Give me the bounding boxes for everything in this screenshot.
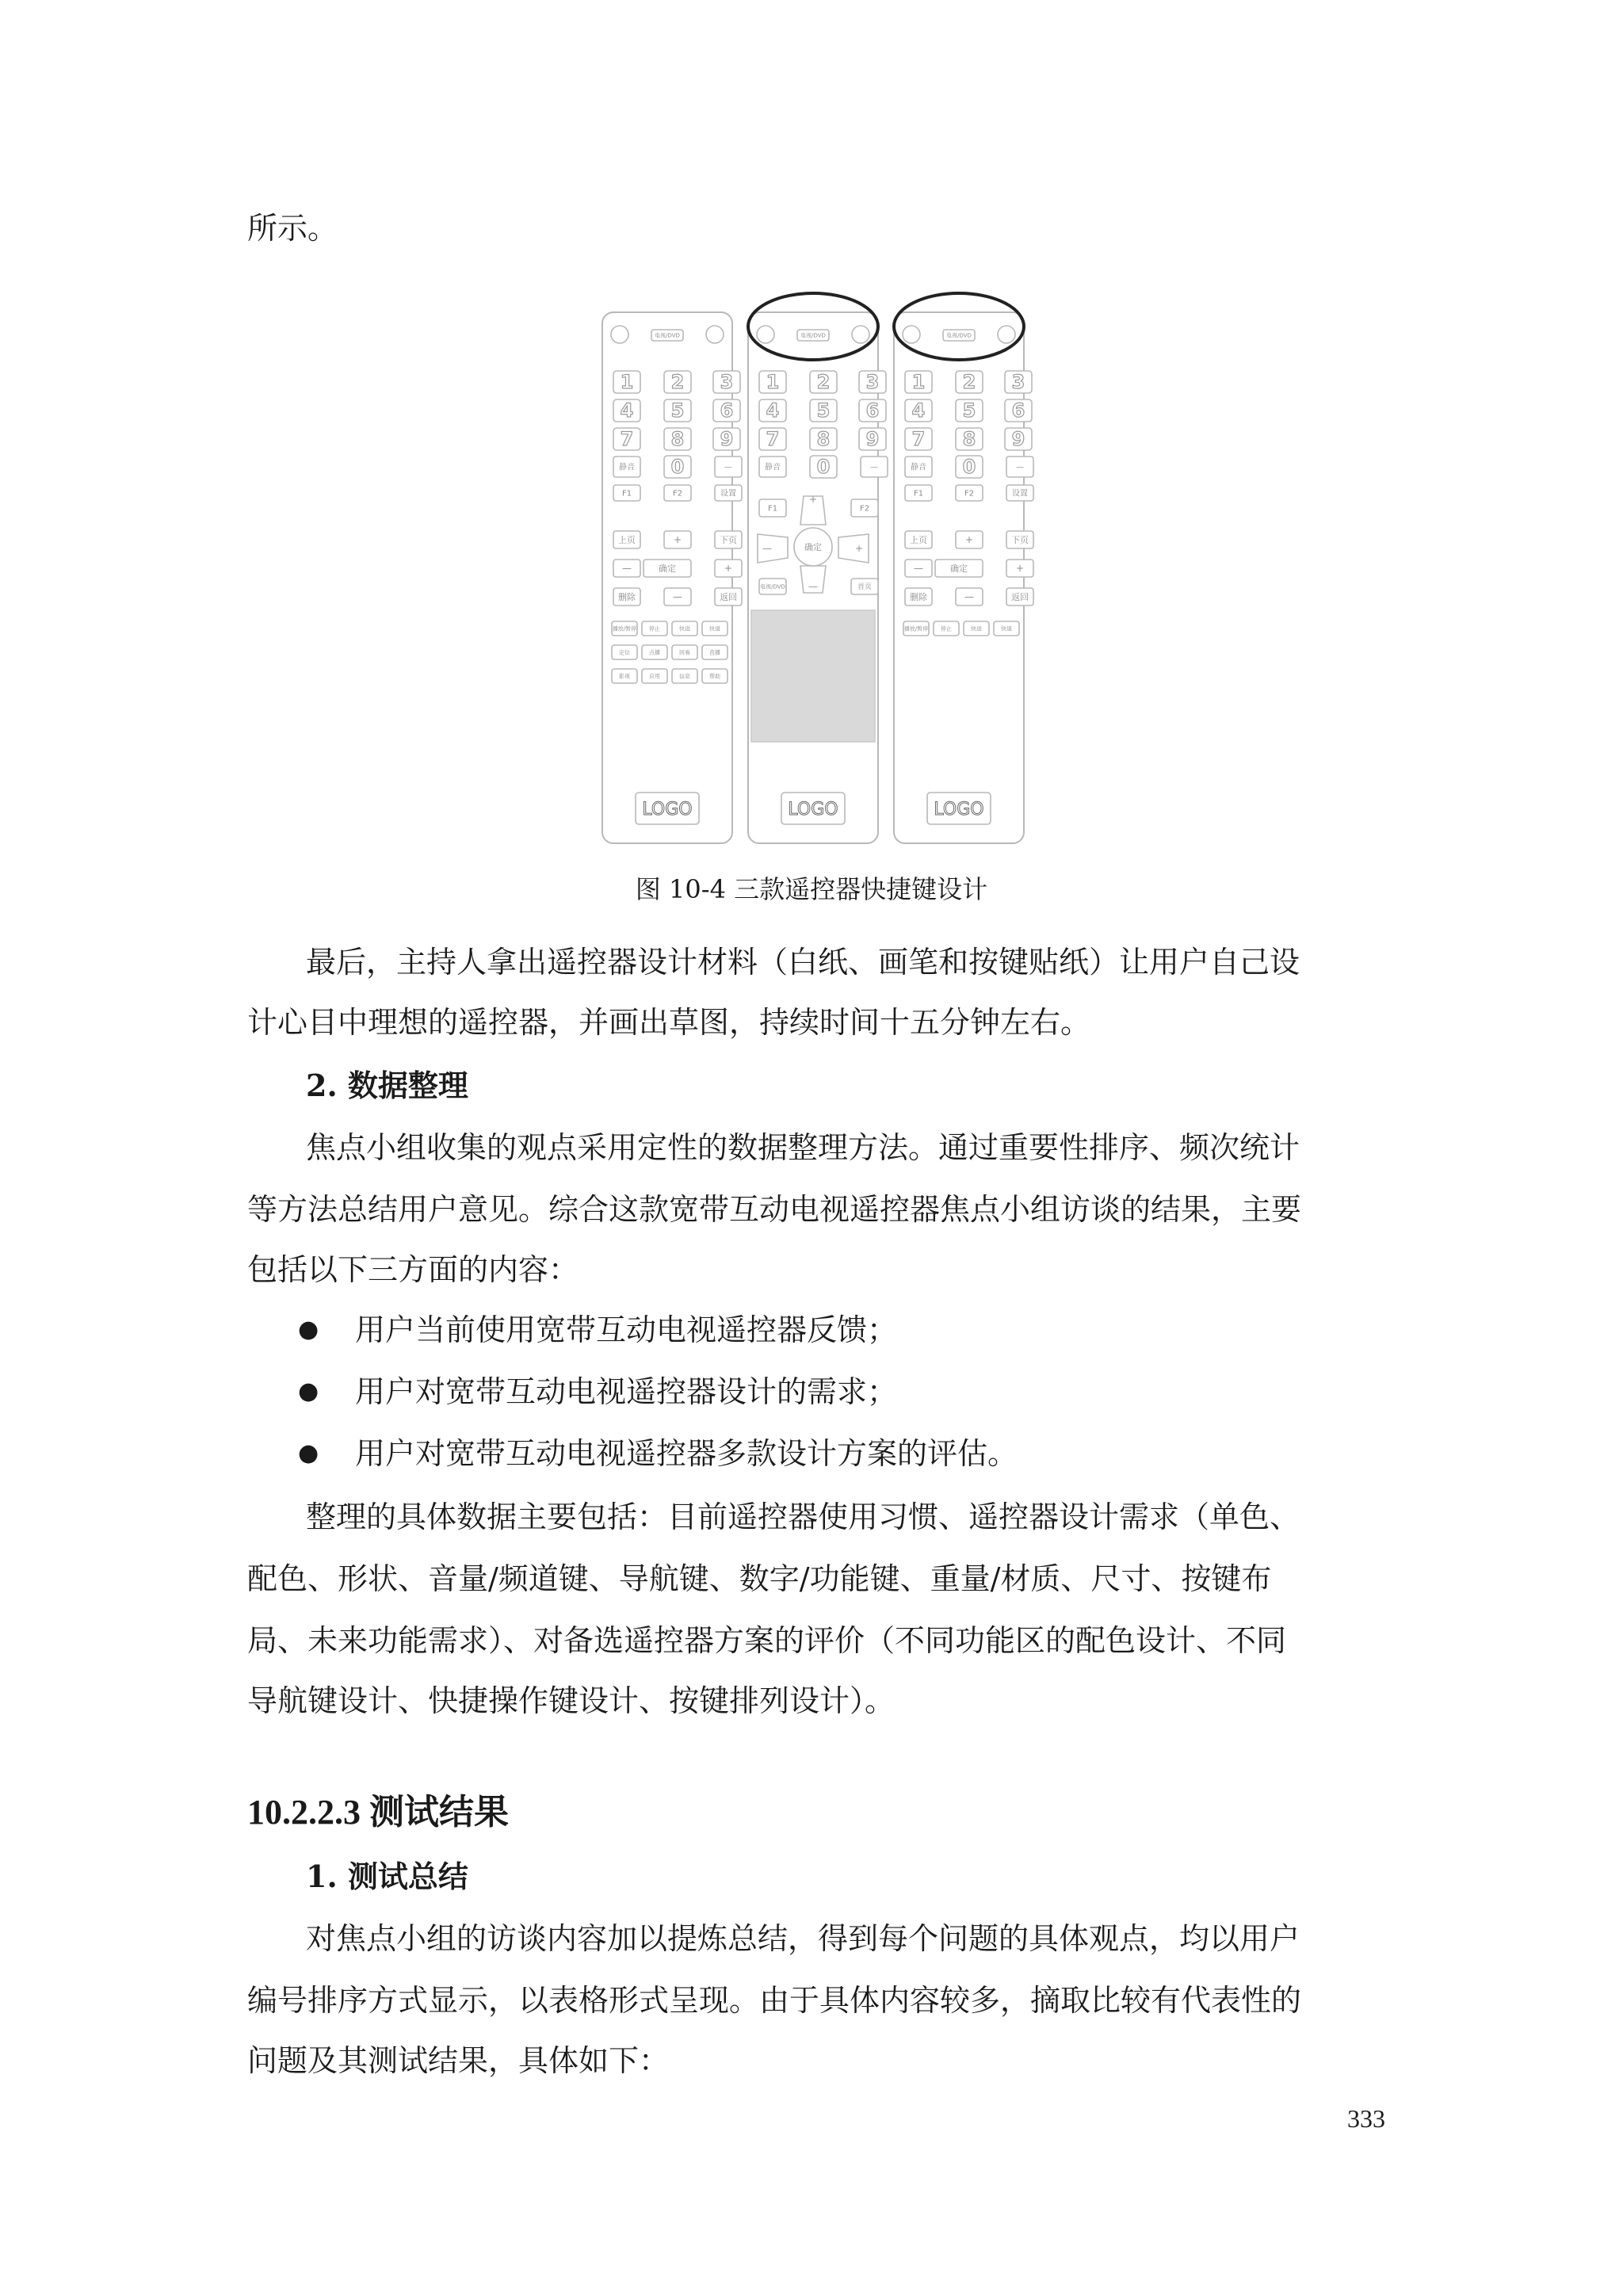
logo-text: LOGO bbox=[788, 800, 838, 819]
nav-right bbox=[838, 534, 869, 563]
digit-key-label: 8 bbox=[816, 428, 831, 450]
remote-key-label: — bbox=[964, 591, 974, 603]
remote-key-label: — bbox=[724, 463, 732, 472]
remote-key-label: + bbox=[964, 534, 974, 546]
nav-right-label: + bbox=[854, 543, 864, 554]
page-number: 333 bbox=[1347, 2104, 1385, 2133]
remote-key-label: 信息 bbox=[679, 673, 690, 680]
remote-key-label: 电视/DVD bbox=[760, 583, 785, 590]
remote-key-label: 应用 bbox=[649, 673, 660, 680]
remote-key-label: 快退 bbox=[1001, 625, 1012, 632]
remote-key-label: 帮助 bbox=[709, 673, 720, 680]
digit-key-label: 4 bbox=[911, 399, 926, 422]
paragraph-line: 编号排序方式显示，以表格形式呈现。由于具体内容较多，摘取比较有代表性的 bbox=[247, 1983, 1302, 2018]
subsection-title: 1. 测试总结 bbox=[306, 1859, 468, 1894]
remote-key-label: F2 bbox=[859, 504, 870, 514]
remote-round-button bbox=[757, 326, 774, 343]
digit-key-label: 2 bbox=[816, 371, 831, 393]
nav-left-label: — bbox=[762, 543, 772, 554]
digit-key-label: 5 bbox=[816, 399, 831, 422]
remote-round-button bbox=[852, 326, 869, 343]
remote-key-label: 设置 bbox=[720, 489, 736, 499]
digit-key-label: 1 bbox=[911, 371, 926, 393]
remote-key-label: 快退 bbox=[709, 625, 720, 632]
digit-key-label: 8 bbox=[962, 428, 976, 450]
digit-key-label: 1 bbox=[766, 371, 780, 393]
remote-key-label: 确定 bbox=[659, 563, 676, 574]
nav-ok-label: 确定 bbox=[804, 542, 822, 552]
paragraph-line: 局、未来功能需求）、对备选遥控器方案的评价（不同功能区的配色设计、不同 bbox=[247, 1623, 1287, 1658]
nav-up-label: + bbox=[808, 494, 818, 505]
digit-key-label: 2 bbox=[670, 371, 685, 393]
remote-key-label: 电视/DVD bbox=[946, 332, 972, 339]
remote-key-label: F1 bbox=[621, 489, 632, 499]
remote-key-label: 停止 bbox=[649, 625, 660, 632]
digit-key-label: 4 bbox=[620, 399, 634, 422]
remote-key-label: — bbox=[914, 563, 923, 575]
digit-key-label: 6 bbox=[865, 399, 880, 422]
remote-controls-figure bbox=[586, 262, 1046, 864]
remote-key-label: 静音 bbox=[765, 463, 781, 472]
remote-key-label: 删除 bbox=[618, 591, 636, 602]
remote-key-label: 播放/暂停 bbox=[612, 625, 637, 632]
digit-key-label: 9 bbox=[720, 428, 734, 450]
digit-key-label: 4 bbox=[766, 399, 780, 422]
digit-key-label: 7 bbox=[766, 428, 780, 450]
remote-key-label: 定位 bbox=[619, 649, 630, 656]
digit-key-label: 6 bbox=[720, 399, 734, 422]
digit-key-label: 5 bbox=[670, 399, 685, 422]
remote-key-label: F2 bbox=[964, 489, 975, 499]
remote-key-label: 电视/DVD bbox=[655, 332, 680, 339]
touch-pad bbox=[751, 610, 875, 742]
remote-key-label: 快进 bbox=[971, 625, 982, 632]
remote-key-label: + bbox=[1015, 563, 1025, 575]
digit-key-label: 0 bbox=[962, 456, 976, 478]
remote-key-label: 下页 bbox=[720, 534, 737, 545]
remote-key-label: 返回 bbox=[1011, 591, 1029, 602]
paragraph-line: 焦点小组收集的观点采用定性的数据整理方法。通过重要性排序、频次统计 bbox=[306, 1130, 1300, 1165]
remote-key-label: 静音 bbox=[619, 463, 635, 472]
subsection-title: 2. 数据整理 bbox=[306, 1068, 468, 1103]
remote-key-label: 上页 bbox=[618, 534, 636, 545]
digit-key-label: 0 bbox=[816, 456, 831, 478]
digit-key-label: 5 bbox=[962, 399, 976, 422]
bullet-icon: ● bbox=[298, 1316, 319, 1343]
remote-key-label: 回看 bbox=[679, 649, 690, 656]
remote-key-label: 静音 bbox=[911, 463, 926, 472]
remote-key-label: 删除 bbox=[910, 591, 927, 602]
remote-key-label: 首页 bbox=[857, 583, 873, 592]
paragraph-line: 问题及其测试结果，具体如下： bbox=[247, 2043, 670, 2078]
remote-key-label: 直播 bbox=[709, 649, 720, 656]
remote-round-button bbox=[611, 326, 628, 343]
digit-key-label: 0 bbox=[670, 456, 685, 478]
logo-text: LOGO bbox=[934, 800, 984, 819]
digit-key-label: 1 bbox=[620, 371, 634, 393]
digit-key-label: 3 bbox=[720, 371, 734, 393]
remote-key-label: 电视/DVD bbox=[800, 332, 826, 339]
bullet-item: 用户当前使用宽带互动电视遥控器反馈； bbox=[355, 1312, 898, 1347]
remote-key-label: 上页 bbox=[910, 534, 927, 545]
logo-text: LOGO bbox=[642, 800, 693, 819]
remote-key-label: — bbox=[870, 463, 878, 472]
remote-key-label: 快进 bbox=[679, 625, 690, 632]
remote-key-label: — bbox=[622, 563, 632, 575]
digit-key-label: 7 bbox=[911, 428, 926, 450]
remote-key-label: 影视 bbox=[619, 673, 630, 680]
remote-key-label: + bbox=[673, 534, 682, 546]
remote-key-label: 确定 bbox=[950, 563, 968, 574]
remote-key-label: 播放/暂停 bbox=[903, 625, 929, 632]
nav-down-label: — bbox=[808, 581, 818, 592]
digit-key-label: 9 bbox=[865, 428, 880, 450]
digit-key-label: 6 bbox=[1011, 399, 1025, 422]
remote-key-label: — bbox=[1016, 463, 1024, 472]
remote-key-label: F1 bbox=[913, 489, 924, 499]
top-text: 所示。 bbox=[247, 211, 338, 246]
remote-round-button bbox=[706, 326, 724, 343]
digit-key-label: 9 bbox=[1011, 428, 1025, 450]
bullet-item: 用户对宽带互动电视遥控器设计的需求； bbox=[355, 1374, 898, 1409]
digit-key-label: 7 bbox=[620, 428, 634, 450]
paragraph-line: 配色、形状、音量/频道键、导航键、数字/功能键、重量/材质、尺寸、按键布 bbox=[247, 1561, 1272, 1596]
remote-key-label: 返回 bbox=[720, 591, 737, 602]
paragraph-line: 导航键设计、快捷操作键设计、按键排列设计）。 bbox=[247, 1683, 896, 1718]
section-heading: 10.2.2.3 测试结果 bbox=[247, 1793, 509, 1832]
paragraph-line: 等方法总结用户意见。综合这款宽带互动电视遥控器焦点小组访谈的结果，主要 bbox=[247, 1192, 1302, 1227]
bullet-icon: ● bbox=[298, 1439, 319, 1467]
remote-round-button bbox=[903, 326, 920, 343]
remote-round-button bbox=[998, 326, 1015, 343]
remote-key-label: F1 bbox=[767, 504, 778, 514]
bullet-icon: ● bbox=[298, 1377, 319, 1405]
paragraph-line: 最后，主持人拿出遥控器设计材料（白纸、画笔和按键贴纸）让用户自己设 bbox=[306, 945, 1300, 980]
digit-key-label: 2 bbox=[962, 371, 976, 393]
remote-key-label: F2 bbox=[672, 489, 683, 499]
remote-key-label: 下页 bbox=[1011, 534, 1029, 545]
remote-key-label: + bbox=[724, 563, 733, 575]
digit-key-label: 3 bbox=[865, 371, 880, 393]
remote-key-label: 点播 bbox=[649, 649, 660, 656]
remote-key-label: — bbox=[673, 591, 682, 603]
figure-caption: 图 10-4 三款遥控器快捷键设计 bbox=[635, 874, 988, 904]
digit-key-label: 8 bbox=[670, 428, 685, 450]
paragraph-line: 包括以下三方面的内容： bbox=[247, 1252, 579, 1287]
paragraph-line: 计心目中理想的遥控器，并画出草图，持续时间十五分钟左右。 bbox=[247, 1005, 1091, 1040]
digit-key-label: 3 bbox=[1011, 371, 1025, 393]
remote-key-label: 设置 bbox=[1012, 489, 1028, 499]
remote-key-label: 停止 bbox=[941, 625, 952, 632]
paragraph-line: 整理的具体数据主要包括：目前遥控器使用习惯、遥控器设计需求（单色、 bbox=[306, 1499, 1300, 1534]
paragraph-line: 对焦点小组的访谈内容加以提炼总结，得到每个问题的具体观点，均以用户 bbox=[306, 1921, 1300, 1956]
bullet-item: 用户对宽带互动电视遥控器多款设计方案的评估。 bbox=[355, 1436, 1018, 1471]
